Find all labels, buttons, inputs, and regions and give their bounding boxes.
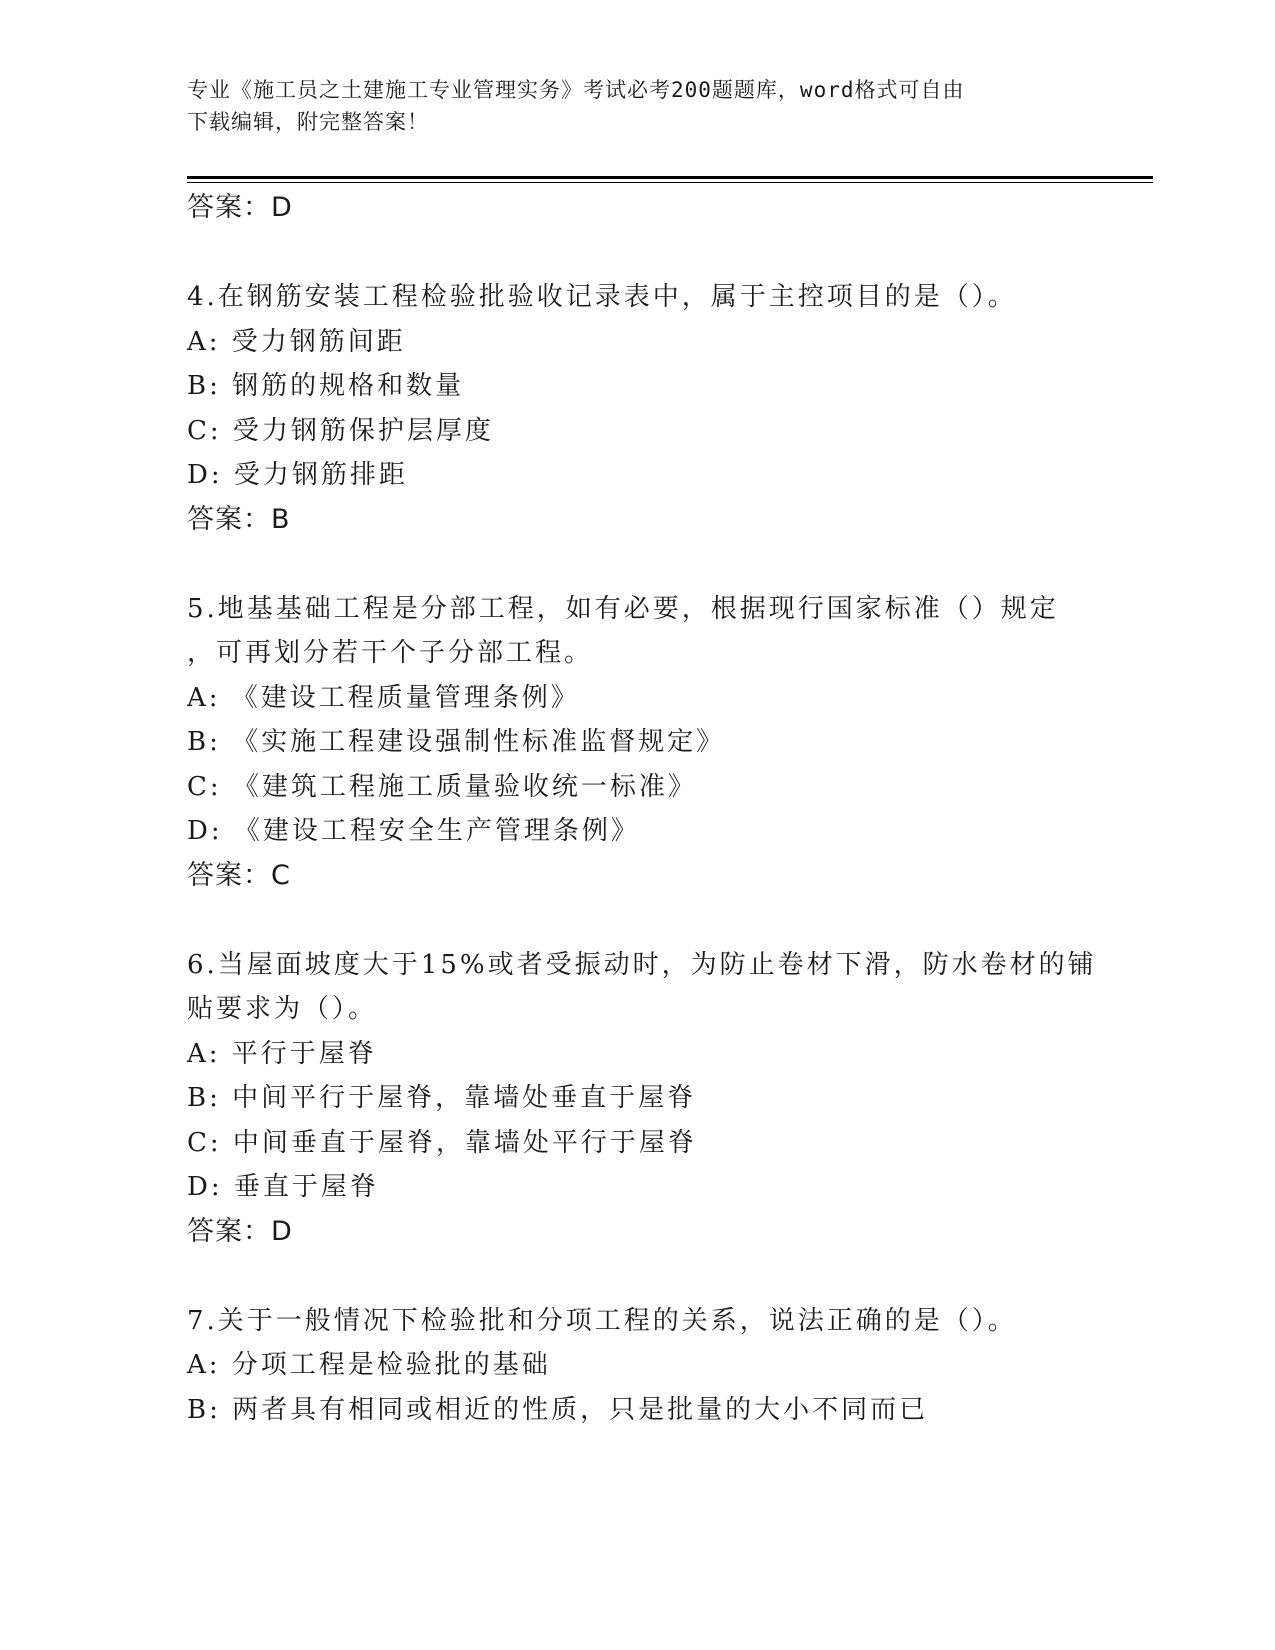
q7-option-a: A: 分项工程是检验批的基础 (187, 1350, 551, 1380)
q5-answer: 答案：C (187, 860, 291, 891)
q4-stem: 4.在钢筋安装工程检验批验收记录表中，属于主控项目的是（）。 (187, 282, 1017, 312)
q7-stem: 7.关于一般情况下检验批和分项工程的关系，说法正确的是（）。 (187, 1306, 1017, 1336)
q7-option-b: B: 两者具有相同或相近的性质，只是批量的大小不同而已 (187, 1395, 929, 1425)
q5-option-d: D: 《建设工程安全生产管理条例》 (187, 816, 640, 846)
q5-stem-line-1: 5.地基基础工程是分部工程，如有必要，根据现行国家标准（）规定 (187, 594, 1059, 624)
q5-option-c: C: 《建筑工程施工质量验收统一标准》 (187, 772, 697, 802)
q6-answer: 答案：D (187, 1216, 293, 1247)
q6-option-c: C: 中间垂直于屋脊，靠墙处平行于屋脊 (187, 1128, 697, 1158)
q6-option-a: A: 平行于屋脊 (187, 1039, 377, 1069)
header-line-1: 专业《施工员之土建施工专业管理实务》考试必考200题题库，word格式可自由 (187, 78, 965, 102)
q4-answer: 答案：B (187, 504, 291, 535)
q6-option-d: D: 垂直于屋脊 (187, 1172, 379, 1202)
q4-option-a: A: 受力钢筋间距 (187, 327, 406, 357)
q5-stem-line-2: ，可再划分若干个子分部工程。 (187, 638, 594, 668)
q6-option-b: B: 中间平行于屋脊，靠墙处垂直于屋脊 (187, 1083, 697, 1113)
q6-stem-line-2: 贴要求为（）。 (187, 994, 378, 1024)
previous-answer: 答案：D (187, 192, 293, 223)
document-header (187, 74, 1067, 138)
q4-option-d: D: 受力钢筋排距 (187, 460, 408, 490)
header-divider-thick (187, 176, 1153, 179)
header-line-2: 下载编辑，附完整答案！ (187, 110, 429, 134)
header-divider-thin (187, 182, 1153, 183)
q4-option-c: C: 受力钢筋保护层厚度 (187, 416, 494, 446)
q5-option-a: A: 《建设工程质量管理条例》 (187, 683, 580, 713)
q4-option-b: B: 钢筋的规格和数量 (187, 371, 465, 401)
q6-stem-line-1: 6.当屋面坡度大于15%或者受振动时，为防止卷材下滑，防水卷材的铺 (187, 950, 1097, 980)
q5-option-b: B: 《实施工程建设强制性标准监督规定》 (187, 727, 726, 757)
